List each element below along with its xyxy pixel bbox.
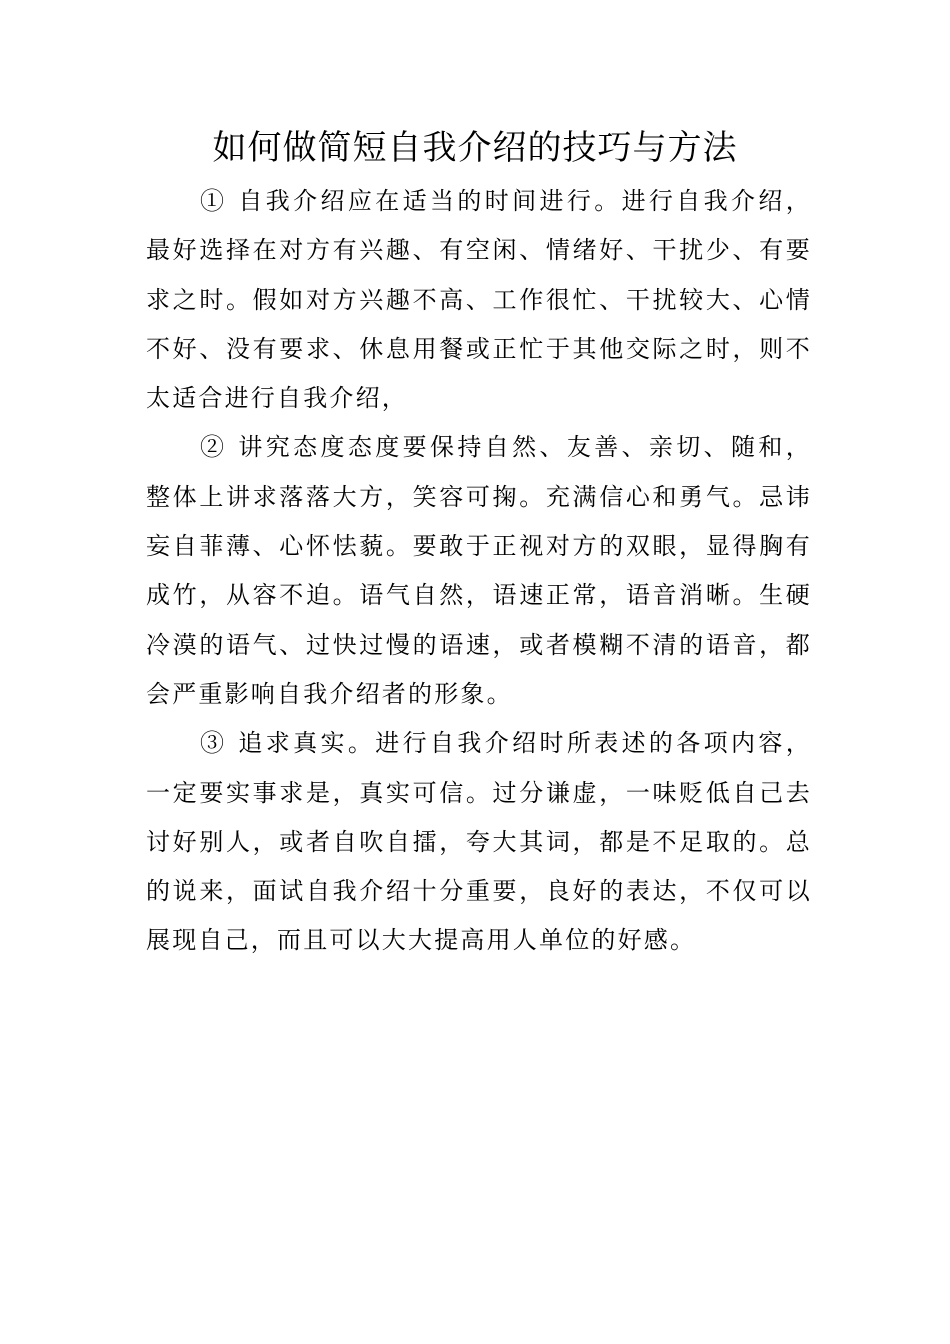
paragraph-2: ② 讲究态度态度要保持自然、友善、亲切、随和，整体上讲求落落大方，笑容可掬。充满信心和勇气。忌讳妄自菲薄、心怀怯藐。要敢于正视对方的双眼，显得胸有成竹，从容不迫。语气自然，语速正常，语音消晰。生硬冷漠的语气、过快过慢的语速，或者模糊不清的语音，都会严重影响自我介绍者的形象。 xyxy=(146,433,812,708)
paragraph-3: ③ 追求真实。进行自我介绍时所表述的各项内容，一定要实事求是，真实可信。过分谦虚，一味贬低自己去讨好别人，或者自吹自擂，夸大其词，都是不足取的。总的说来，面试自我介绍十分重要，良好的表达，不仅可以展现自己，而且可以大大提高用人单位的好感。 xyxy=(146,729,812,955)
document-body xyxy=(146,177,812,966)
document-title: 如何做简短自我介绍的技巧与方法 xyxy=(212,128,738,168)
paragraph-1: ① 自我介绍应在适当的时间进行。进行自我介绍，最好选择在对方有兴趣、有空闲、情绪好、干扰少、有要求之时。假如对方兴趣不高、工作很忙、干扰较大、心情不好、没有要求、休息用餐或正忙于其他交际之时，则不太适合进行自我介绍， xyxy=(146,187,812,413)
